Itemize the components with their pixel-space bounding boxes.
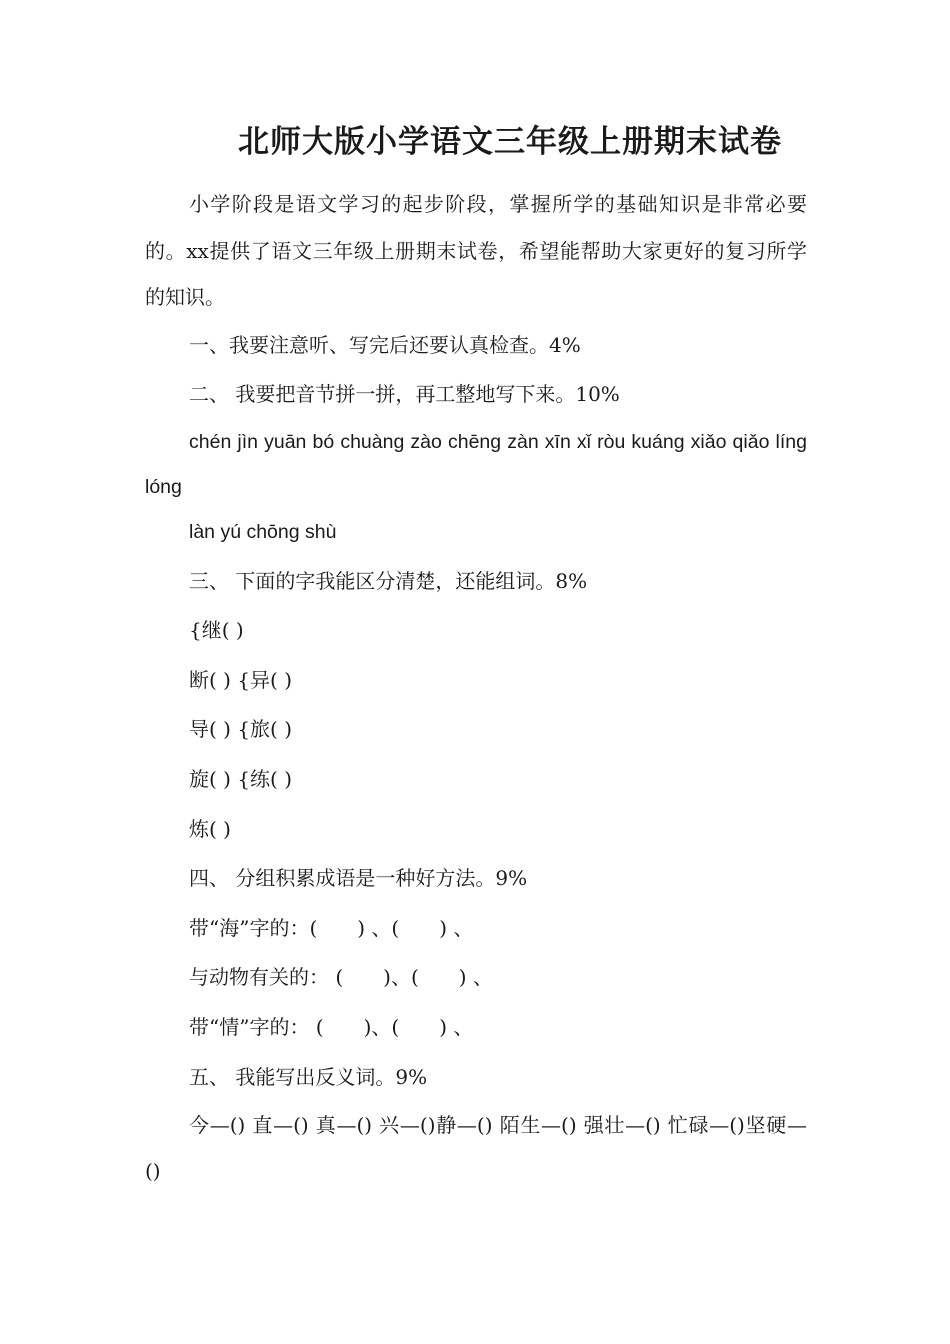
char-pair-line: 断( ) {异( ) (189, 667, 293, 692)
pinyin-line-2: làn yú chōng shù (189, 520, 337, 543)
section-3-heading: 三、 下面的字我能区分清楚，还能组词。8% (189, 568, 588, 593)
idiom-line: 与动物有关的： ( )、( ) 、 (189, 965, 493, 990)
intro-paragraph: 小学阶段是语文学习的起步阶段，掌握所学的基础知识是非常必要的。xx提供了语文三年级上册期末试卷，希望能帮助大家更好的复习所学的知识。 (145, 192, 807, 309)
pinyin-line-1: chén jìn yuān bó chuàng zào chēng zàn xīn xǐ ròu kuáng xiǎo qiǎo líng lóng (145, 430, 807, 498)
char-pair-line: {继( ) (189, 618, 244, 643)
idiom-line: 带“海”字的：( ) 、( ) 、 (189, 915, 474, 940)
char-pair-line: 导( ) {旅( ) (189, 717, 293, 742)
document-title: 北师大版小学语文三年级上册期末试卷 (238, 124, 782, 160)
document-body (145, 181, 807, 1194)
antonyms-line: 今—() 直—() 真—() 兴—()静—() 陌生—() 强壮—() 忙碌—()坚硬—() (145, 1113, 807, 1184)
char-pair-line: 旋( ) {练( ) (189, 767, 293, 792)
section-5-heading: 五、 我能写出反义词。9% (189, 1064, 428, 1089)
section-2-heading: 二、 我要把音节拼一拼，再工整地写下来。10% (189, 382, 620, 407)
section-4-heading: 四、 分组积累成语是一种好方法。9% (189, 866, 528, 891)
char-pair-line: 炼( ) (189, 816, 231, 841)
idiom-line: 带“情”字的： ( )、( ) 、 (189, 1015, 474, 1040)
section-1-heading: 一、我要注意听、写完后还要认真检查。4% (189, 332, 581, 357)
